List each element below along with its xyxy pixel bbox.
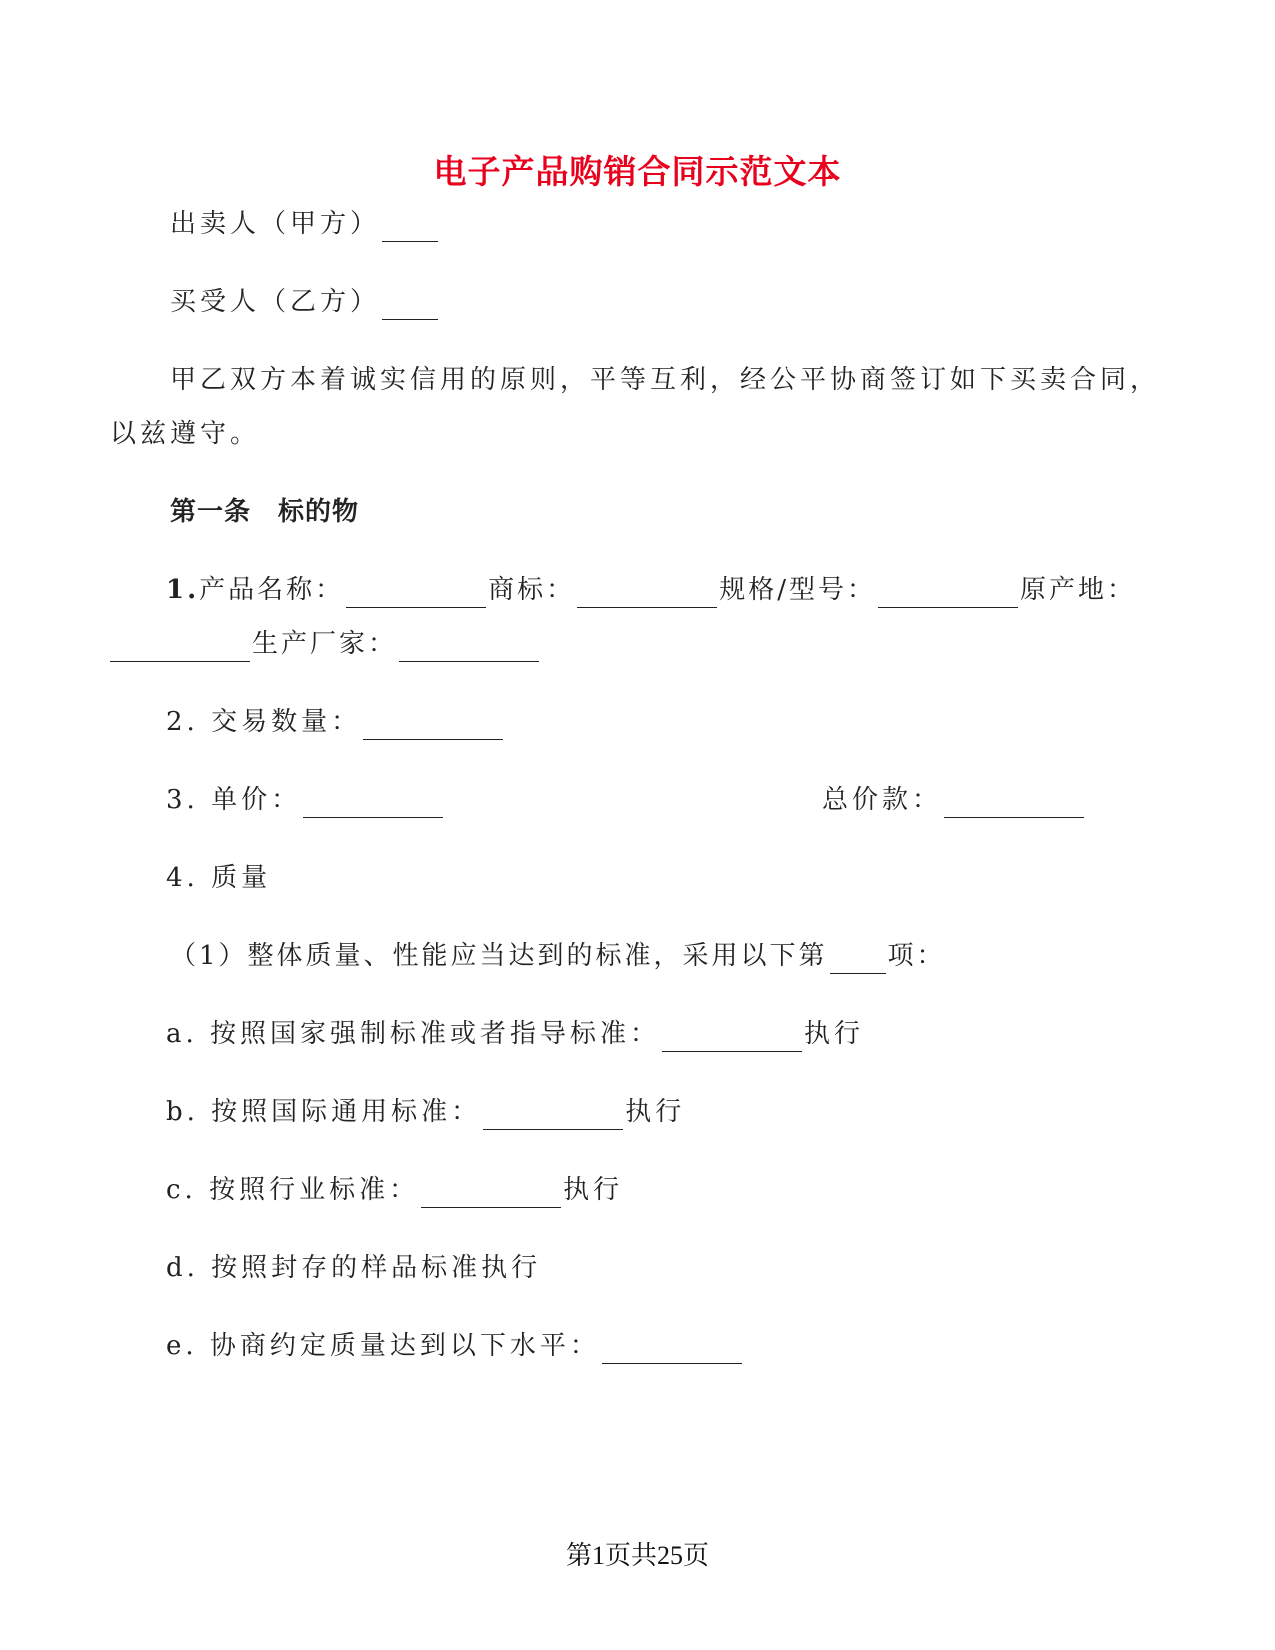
origin-blank [110,631,250,662]
quality-q1-line [170,938,946,974]
intro-paragraph-line2: 以兹遵守。 [110,419,261,449]
quality-option-d: d. 按照封存的样品标准执行 [166,1253,542,1283]
option-b-tail: 执行 [625,1097,686,1127]
total-price-label: 总价款： [822,785,943,815]
quality-option-b [166,1094,685,1130]
buyer-line [170,284,440,320]
option-c-tail: 执行 [563,1175,624,1205]
item3-line [166,782,445,818]
total-price-blank [944,787,1084,818]
product-name-label: 产品名称： [199,575,345,605]
quality-q1-text: （1）整体质量、性能应当达到的标准，采用以下第 [170,941,828,971]
brand-blank [577,577,717,608]
option-e-text: e. 协商约定质量达到以下水平： [166,1331,600,1361]
unit-price-label: 3. 单价： [166,785,302,815]
seller-line [170,206,440,242]
option-c-blank [421,1177,561,1208]
buyer-blank [382,289,438,320]
item1-line1 [166,572,1136,608]
manufacturer-label: 生产厂家： [252,629,398,659]
quality-option-a [166,1016,864,1052]
quality-option-e [166,1328,744,1364]
option-b-blank [483,1099,623,1130]
item4-heading: 4. 质量 [166,863,272,893]
item1-number: 1. [166,575,200,605]
quality-option-c [166,1172,623,1208]
total-price [822,782,1086,818]
quantity-label: 2. 交易数量： [166,707,362,737]
item2-line [166,704,505,740]
unit-price-blank [303,787,443,818]
product-name-blank [346,577,486,608]
option-a-text: a. 按照国家强制标准或者指导标准： [166,1019,661,1049]
brand-label: 商标： [488,575,576,605]
option-c-text: c. 按照行业标准： [166,1175,420,1205]
model-label: 规格/型号： [719,575,876,605]
page-footer: 第1页共25页 [565,1541,709,1570]
intro-paragraph-line1: 甲乙双方本着诚实信用的原则，平等互利，经公平协商签订如下买卖合同， [170,365,1161,395]
quality-q1-tail: 项： [887,941,946,971]
quality-q1-blank [830,943,886,974]
item1-line2 [108,626,541,662]
option-e-blank [602,1333,742,1364]
quantity-blank [363,709,503,740]
buyer-label: 买受人（乙方） [170,287,381,317]
option-b-text: b. 按照国际通用标准： [166,1097,482,1127]
origin-label: 原产地： [1019,575,1136,605]
manufacturer-blank [399,631,539,662]
document-title: 电子产品购销合同示范文本 [433,152,842,191]
seller-blank [382,211,438,242]
model-blank [878,577,1018,608]
seller-label: 出卖人（甲方） [170,209,381,239]
article1-heading: 第一条 标的物 [170,497,360,527]
option-a-blank [662,1021,802,1052]
option-a-tail: 执行 [804,1019,865,1049]
